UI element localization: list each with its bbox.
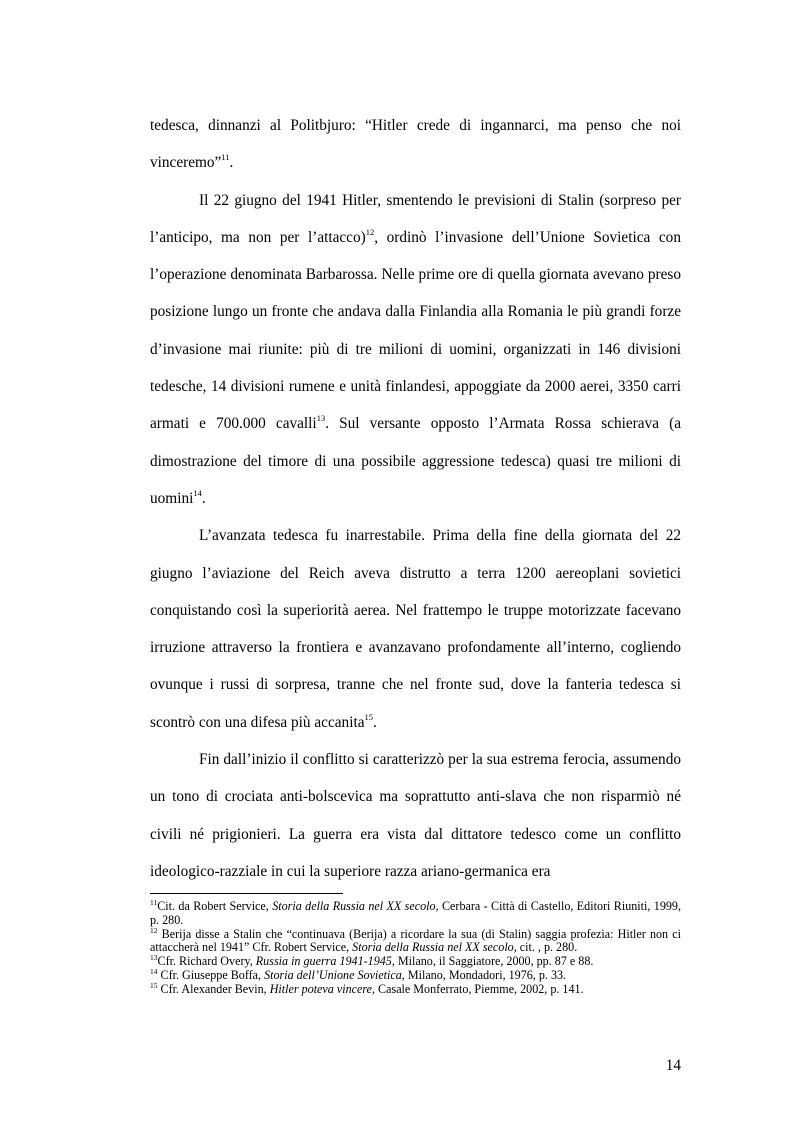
footnote-ref-15[interactable]: 15 (364, 711, 373, 722)
footnote-14: $^{14}$ Cfr. Giuseppe Boffa, Storia dell’Unione Sovietica, Milano, Mondadori, 1976, p. 33. (150, 966, 567, 982)
footnote-15: $^{15}$ Cfr. Alexander Bevin, Hitler poteva vincere, Casale Monferrato, Piemme, 2002, p. 141. (150, 980, 584, 996)
footnote-ref-11[interactable]: 11 (221, 152, 230, 163)
body-text (150, 107, 681, 890)
paragraph-1: tedesca, dinnanzi al Politbjuro: “Hitler crede di ingannarci, ma penso che noi vinceremo”$^{11}$. (150, 117, 681, 172)
footnote-ref-14[interactable]: 14 (193, 487, 202, 498)
paragraph-2: Il 22 giugno del 1941 Hitler, smentendo le previsioni di Stalin (sorpreso per l’anticipo, ma non per l’attacco)$^{12}$, ordinò l’invasione dell’Unione Sovietica con l’operazione denominata Barbarossa. Nelle prime ore di quella giornata avevano preso posizione lungo un fronte che andava dalla Finlandia alla Romania le più grandi forze d’invasione mai riunite: più di tre milioni di uomini, organizzati in 146 divisioni tedesche, 14 divisioni rumene e unità finlandesi, appoggiate da 2000 aerei, 3350 carri armati e 700.000 cavalli$^{13}$. Sul versante opposto l’Armata Rossa schierava (a dimostrazione del timore di una possibile aggressione tedesca) quasi tre milioni di uomini$^{14}$. (150, 191, 681, 507)
footnote-11: $^{11}$Cit. da Robert Service, Storia della Russia nel XX secolo, Cerbara - Città di Castello, Editori Riuniti, 1999, p. 280. (150, 898, 681, 927)
footnote-ref-13[interactable]: 13 (316, 413, 326, 424)
footnotes (150, 900, 681, 997)
footnote-separator (150, 893, 343, 894)
footnote-ref-12[interactable]: 12 (365, 226, 375, 237)
footnote-13: $^{13}$Cfr. Richard Overy, Russia in guerra 1941-1945, Milano, il Saggiatore, 2000, pp. 87 e 88. (150, 953, 594, 969)
page-number: 14 (665, 1057, 681, 1074)
paragraph-4: Fin dall’inizio il conflitto si caratterizzò per la sua estrema ferocia, assumendo un tono di crociata anti-bolscevica ma soprattutto anti-slava che non risparmiò né civili né prigionieri. La guerra era vista dal dittatore tedesco come un conflitto ideologico-razziale in cui la superiore razza ariano-germanica era (150, 751, 681, 880)
paragraph-3: L’avanzata tedesca fu inarrestabile. Prima della fine della giornata del 22 giugno l’aviazione del Reich aveva distrutto a terra 1200 aereoplani sovietici conquistando così la superiorità aerea. Nel frattempo le truppe motorizzate facevano irruzione attraverso la frontiera e avanzavano profondamente all’interno, cogliendo ovunque i russi di sorpresa, tranne che nel fronte sud, dove la fanteria tedesca si scontrò con una difesa più accanita$^{15}$. (150, 527, 681, 731)
footnote-12: $^{12}$ Berija disse a Stalin che “continuava (Berija) a ricordare la sua (di Stalin) saggia profezia: Hitler non ci attaccherà nel 1941” Cfr. Robert Service, Storia della Russia nel XX secolo, cit. , p. 280. (150, 925, 681, 955)
